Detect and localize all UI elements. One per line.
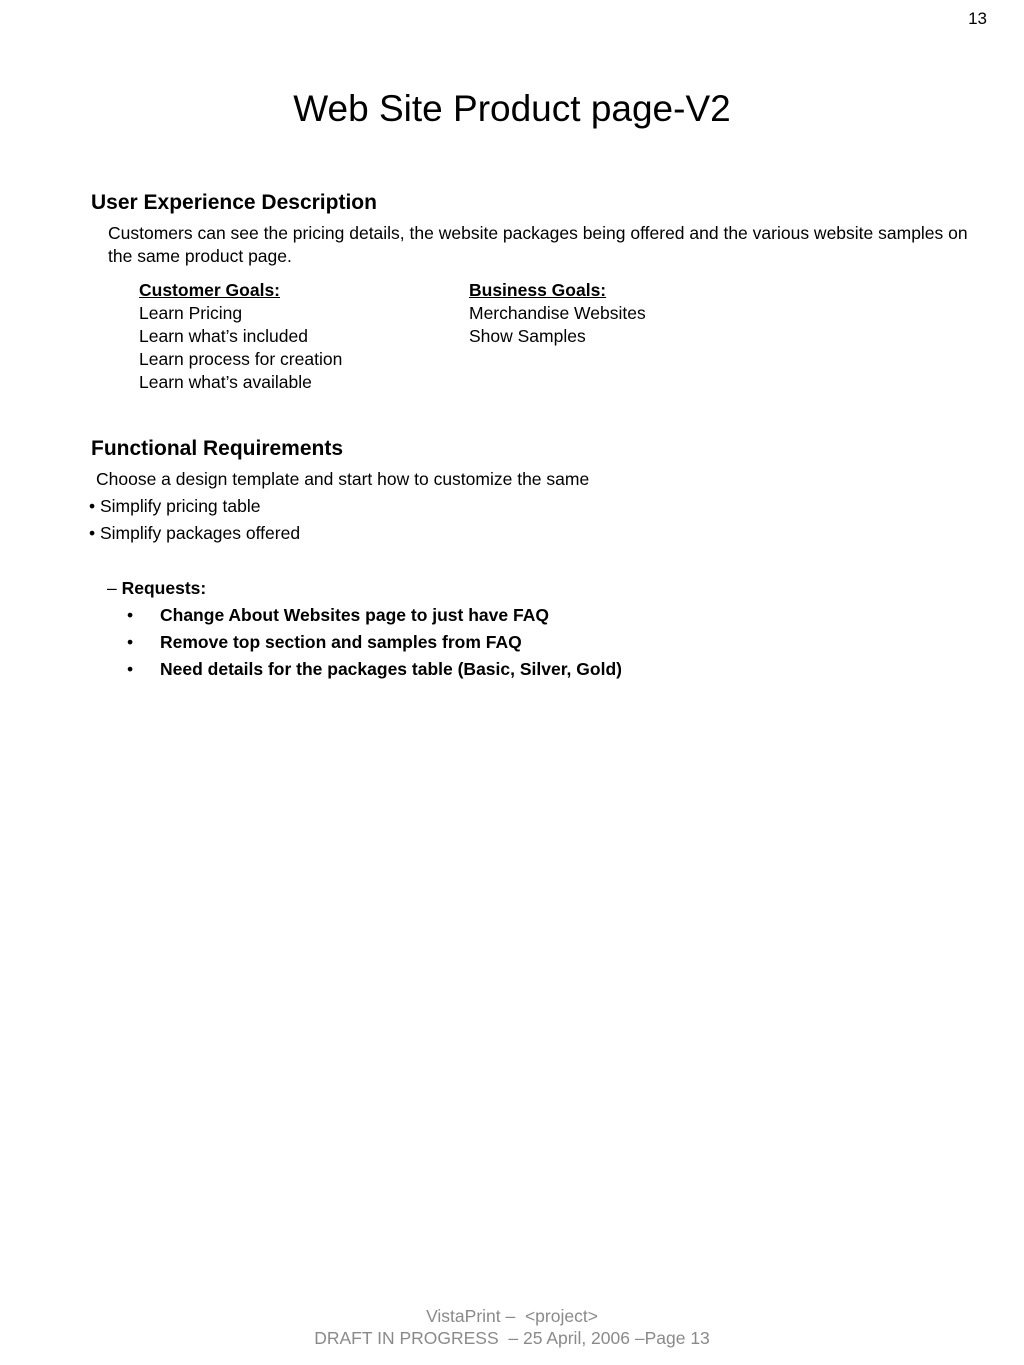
customer-goal-item: Learn what’s available xyxy=(139,372,312,392)
customer-goals-title: Customer Goals: xyxy=(139,280,280,300)
ux-description: Customers can see the pricing details, the website packages being offered and the various website samples on the same product page. xyxy=(108,223,968,266)
functional-bullet: • Simplify pricing table xyxy=(89,496,261,516)
functional-bullet: • Simplify packages offered xyxy=(89,523,301,543)
request-text: Need details for the packages table (Basic, Silver, Gold) xyxy=(160,659,622,679)
customer-goal-item: Learn what’s included xyxy=(139,326,308,346)
requests-dash: – xyxy=(107,578,122,598)
bullet-glyph: • xyxy=(127,605,134,625)
business-goal-item: Merchandise Websites xyxy=(469,303,646,323)
functional-intro: Choose a design template and start how to customize the same xyxy=(96,469,590,489)
requests-label-text: Requests: xyxy=(121,578,207,598)
customer-goals xyxy=(139,279,342,394)
page-number: 13 xyxy=(968,9,987,28)
footer-line-2: DRAFT IN PROGRESS – 25 April, 2006 –Page 13 xyxy=(314,1328,710,1348)
business-goals xyxy=(469,279,646,348)
footer-line-1: VistaPrint – <project> xyxy=(426,1306,598,1326)
request-text: Remove top section and samples from FAQ xyxy=(160,632,522,652)
functional-requirements-heading: Functional Requirements xyxy=(91,437,344,460)
request-item xyxy=(127,631,522,654)
business-goals-title: Business Goals: xyxy=(469,280,607,300)
page-title: Web Site Product page-V2 xyxy=(293,88,731,129)
requests-label xyxy=(107,577,206,600)
request-item xyxy=(127,658,622,681)
bullet-glyph: • xyxy=(127,632,134,652)
customer-goal-item: Learn process for creation xyxy=(139,349,343,369)
ux-heading: User Experience Description xyxy=(91,191,377,214)
request-item xyxy=(127,604,549,627)
request-text: Change About Websites page to just have FAQ xyxy=(160,605,549,625)
footer xyxy=(0,1305,1024,1349)
customer-goal-item: Learn Pricing xyxy=(139,303,243,323)
business-goal-item: Show Samples xyxy=(469,326,586,346)
bullet-glyph: • xyxy=(127,659,134,679)
